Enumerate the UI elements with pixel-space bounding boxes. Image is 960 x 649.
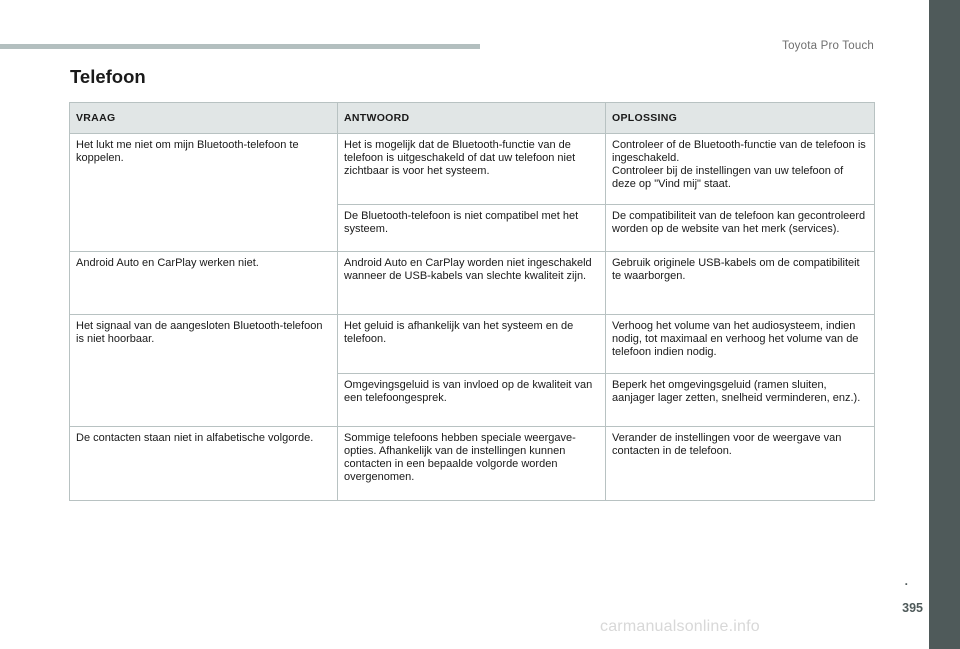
page-marker: . xyxy=(904,574,908,588)
question-cell: Android Auto en CarPlay werken niet. xyxy=(70,252,338,315)
solution-cell: Gebruik originele USB-kabels om de compatibiliteit te waarborgen. xyxy=(606,252,875,315)
page-number: 395 xyxy=(902,601,923,615)
table-header-row xyxy=(70,103,875,134)
answer-cell: Sommige telefoons hebben speciale weergave-opties. Afhankelijk van de instellingen kunnen contacten in een bepaalde volgorde worden overgenomen. xyxy=(338,427,606,501)
column-header-answer: ANTWOORD xyxy=(338,103,606,134)
solution-cell: De compatibiliteit van de telefoon kan gecontroleerd worden op de website van het merk (services). xyxy=(606,205,875,252)
header-rule xyxy=(0,44,480,49)
answer-cell: Omgevingsgeluid is van invloed op de kwaliteit van een telefoongesprek. xyxy=(338,374,606,427)
watermark: carmanualsonline.info xyxy=(600,618,760,635)
solution-cell: Verander de instellingen voor de weergave van contacten in de telefoon. xyxy=(606,427,875,501)
solution-cell: Verhoog het volume van het audiosysteem, indien nodig, tot maximaal en verhoog het volume van de telefoon indien nodig. xyxy=(606,315,875,374)
answer-cell: De Bluetooth-telefoon is niet compatibel met het systeem. xyxy=(338,205,606,252)
table-row xyxy=(70,315,875,374)
troubleshooting-table xyxy=(69,102,875,501)
table-row xyxy=(70,252,875,315)
column-header-solution: OPLOSSING xyxy=(606,103,875,134)
answer-cell: Het is mogelijk dat de Bluetooth-functie van de telefoon is uitgeschakeld of dat uw telefoon niet zichtbaar is voor het systeem. xyxy=(338,134,606,205)
question-cell: Het lukt me niet om mijn Bluetooth-telefoon te koppelen. xyxy=(70,134,338,252)
question-cell: De contacten staan niet in alfabetische volgorde. xyxy=(70,427,338,501)
manual-title: Toyota Pro Touch xyxy=(782,40,874,52)
answer-cell: Android Auto en CarPlay worden niet ingeschakeld wanneer de USB-kabels van slechte kwaliteit zijn. xyxy=(338,252,606,315)
solution-cell: Controleer of de Bluetooth-functie van de telefoon is ingeschakeld. Controleer bij de instellingen van uw telefoon of deze op "Vind mij" staat. xyxy=(606,134,875,205)
solution-cell: Beperk het omgevingsgeluid (ramen sluiten, aanjager lager zetten, snelheid verminderen, enz.). xyxy=(606,374,875,427)
page-title: Telefoon xyxy=(70,66,146,87)
column-header-question: VRAAG xyxy=(70,103,338,134)
table-row xyxy=(70,134,875,205)
answer-cell: Het geluid is afhankelijk van het systeem en de telefoon. xyxy=(338,315,606,374)
question-cell: Het signaal van de aangesloten Bluetooth-telefoon is niet hoorbaar. xyxy=(70,315,338,427)
chapter-side-bar xyxy=(929,0,960,649)
table-row xyxy=(70,427,875,501)
